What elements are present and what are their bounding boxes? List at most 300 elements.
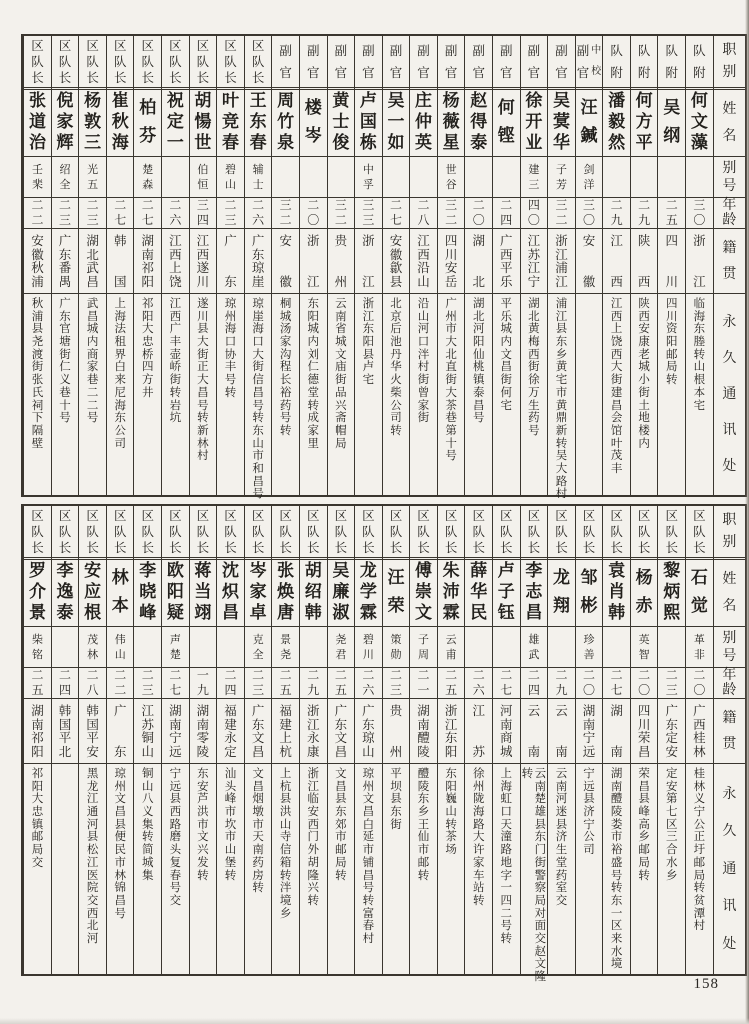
cell-age <box>355 198 382 229</box>
character: 临 <box>693 296 706 310</box>
vertical-text <box>300 229 327 293</box>
character: 三 <box>555 198 568 213</box>
character: 潭 <box>693 905 706 920</box>
character: 官 <box>334 64 348 80</box>
entry-column <box>189 506 217 974</box>
character: 平 <box>500 260 513 276</box>
character: 竹 <box>277 112 295 133</box>
cell-alias <box>521 157 548 198</box>
character: 万 <box>528 384 540 399</box>
character: 区 <box>86 37 99 53</box>
character: 江 <box>693 273 706 289</box>
cell-name <box>245 90 272 157</box>
character: 倪 <box>56 91 74 112</box>
character: 壶 <box>169 346 182 361</box>
character: 昌 <box>335 778 347 793</box>
cell-title <box>190 36 217 90</box>
character: 区 <box>141 37 155 53</box>
character: 徽 <box>582 273 596 289</box>
vertical-text <box>328 198 355 228</box>
character: 卓 <box>249 603 267 624</box>
character: 和 <box>252 460 264 475</box>
character: 武 <box>86 296 99 310</box>
character: 南 <box>610 778 623 793</box>
character: 竞 <box>222 112 239 133</box>
address-line <box>389 297 402 437</box>
cell-name <box>603 90 630 157</box>
character: 街 <box>335 372 347 387</box>
character: 官 <box>279 64 292 80</box>
character: 队 <box>610 43 623 59</box>
character: 市 <box>335 829 347 844</box>
character: 队 <box>582 523 596 539</box>
character: 昌 <box>362 867 375 882</box>
character: 醴 <box>610 791 623 806</box>
vertical-text <box>576 198 603 228</box>
vertical-text <box>328 627 355 667</box>
character: 阳 <box>445 778 457 793</box>
character: 义 <box>59 372 71 387</box>
character: 籍 <box>722 709 737 726</box>
character: 街 <box>197 346 209 361</box>
character: 广 <box>169 321 182 336</box>
character: 正 <box>197 359 209 374</box>
character: 湖 <box>472 233 485 248</box>
character: 龄 <box>722 682 737 699</box>
character: 区 <box>334 507 348 523</box>
character: 市 <box>224 829 237 844</box>
character: 东 <box>59 308 71 323</box>
cell-address <box>438 764 465 974</box>
vertical-text <box>686 229 713 293</box>
character: 鍼 <box>580 126 598 147</box>
cell-name <box>686 560 713 627</box>
character: 杨 <box>442 91 460 112</box>
address-line <box>224 297 237 399</box>
character: 山 <box>224 842 237 857</box>
character: 二 <box>500 905 513 920</box>
character: 觉 <box>690 596 708 617</box>
cell-address <box>383 764 410 974</box>
character: 二 <box>362 668 375 683</box>
address-line <box>334 767 347 881</box>
character: 兴 <box>307 880 319 895</box>
character: 区 <box>637 507 651 523</box>
cell-age <box>576 668 603 699</box>
character: 隆 <box>307 867 319 882</box>
vertical-text <box>410 668 437 698</box>
character: 市 <box>362 842 375 857</box>
character: 四 <box>196 213 209 227</box>
character: 藻 <box>690 133 708 154</box>
cell-name <box>52 90 79 157</box>
character: 七 <box>666 804 678 819</box>
address-line <box>114 767 127 919</box>
character: 转 <box>224 384 237 399</box>
cell-native-place <box>162 229 189 294</box>
character: 陕 <box>638 296 650 310</box>
vertical-text <box>272 699 299 763</box>
cell-alias <box>52 157 79 198</box>
character: 得 <box>470 112 488 133</box>
address-line <box>665 767 678 881</box>
character: 君 <box>335 647 347 661</box>
character: 大 <box>555 460 568 475</box>
character: 昌 <box>86 273 99 289</box>
character: 队 <box>610 523 623 539</box>
character: 苏 <box>141 716 155 732</box>
character: 区 <box>389 507 403 523</box>
character: 上 <box>279 730 292 746</box>
character: 孚 <box>362 177 374 191</box>
cell-title <box>355 506 382 560</box>
character: 二 <box>693 668 706 683</box>
character: 山 <box>445 804 457 819</box>
cell-name <box>548 560 575 627</box>
character: 西 <box>610 273 623 289</box>
vertical-text <box>576 699 603 763</box>
cell-address <box>217 294 244 495</box>
vertical-text <box>134 90 161 156</box>
character: 口 <box>224 334 237 349</box>
cell-age <box>134 198 161 229</box>
character: 临 <box>307 791 319 806</box>
character: 伯 <box>197 162 209 176</box>
character: 平 <box>390 766 402 780</box>
cell-title <box>438 506 465 560</box>
character: 三 <box>583 198 596 213</box>
character: 文 <box>197 829 209 844</box>
character: 善 <box>583 647 595 661</box>
character: 泉 <box>277 133 295 154</box>
character: 巷 <box>86 372 99 387</box>
entry-column <box>547 506 575 974</box>
cell-native-place <box>24 699 51 764</box>
character: 江 <box>362 273 375 289</box>
character: 长 <box>141 539 155 555</box>
character: 州 <box>114 778 126 793</box>
character: 湖 <box>169 703 182 718</box>
cell-alias <box>686 627 713 668</box>
character: 愓 <box>194 112 212 133</box>
character: 火 <box>390 372 402 387</box>
cell-native-place <box>52 229 79 294</box>
character: 租 <box>114 334 126 349</box>
cell-title <box>79 36 106 90</box>
entry-column <box>106 506 134 974</box>
cell-name <box>134 560 161 627</box>
character: 第 <box>445 422 457 437</box>
character: 黎 <box>663 561 681 582</box>
vertical-text <box>79 36 106 87</box>
address-line <box>196 767 209 881</box>
character: 安 <box>665 743 679 759</box>
character: 县 <box>583 791 595 806</box>
character: 二 <box>224 198 237 213</box>
character: 四 <box>142 359 154 374</box>
address-text <box>52 294 79 495</box>
character: 二 <box>279 213 292 227</box>
address-line <box>31 767 44 869</box>
character: 市 <box>555 384 568 399</box>
character: 区 <box>472 507 485 523</box>
character: 大 <box>610 359 623 374</box>
cell-address <box>410 764 437 974</box>
cell-name <box>300 90 327 157</box>
character: 〇 <box>693 213 706 227</box>
character: 商 <box>86 346 99 361</box>
character: 应 <box>84 582 102 603</box>
entry-column <box>575 506 603 974</box>
character: 姓 <box>722 571 737 588</box>
character: 如 <box>387 133 405 154</box>
character: 湖 <box>196 703 210 718</box>
character: 潘 <box>608 91 626 112</box>
character: 堂 <box>555 854 568 869</box>
cell-title <box>631 36 658 90</box>
character: 春 <box>249 133 267 154</box>
character: 西 <box>693 716 706 732</box>
vertical-text <box>162 229 189 293</box>
cell-alias <box>631 627 658 668</box>
character: 醴 <box>417 730 430 746</box>
character: 昌 <box>637 743 651 759</box>
vertical-text <box>410 198 437 228</box>
vertical-text <box>410 90 437 156</box>
character: 名 <box>722 598 737 615</box>
cell-address <box>355 294 382 495</box>
character: 附 <box>610 64 623 80</box>
character: 林 <box>693 743 706 759</box>
cell-title <box>134 506 161 560</box>
address-text <box>272 764 299 974</box>
vertical-text <box>714 229 745 293</box>
character: 武 <box>528 647 540 661</box>
entry-column <box>299 36 327 495</box>
lower-roster-table <box>21 504 747 983</box>
character: 区 <box>169 37 182 53</box>
character: 林 <box>114 867 126 882</box>
character: 六 <box>472 683 485 697</box>
row-header-name <box>714 90 745 157</box>
character: 乡 <box>555 346 568 361</box>
character: 转 <box>472 892 485 907</box>
vertical-text <box>217 36 244 87</box>
character: 广 <box>224 233 237 248</box>
character: 二 <box>555 213 568 227</box>
character: 西 <box>307 816 319 831</box>
cell-address <box>658 764 685 974</box>
vertical-text <box>52 198 79 228</box>
character: 泰 <box>56 603 74 624</box>
vertical-text <box>603 668 630 698</box>
character: 贫 <box>693 892 706 907</box>
character: 官 <box>362 64 375 80</box>
character: 义 <box>693 791 706 806</box>
character: 伟 <box>114 632 126 646</box>
character: 县 <box>169 791 182 806</box>
cell-native-place <box>272 699 299 764</box>
cell-name <box>548 90 575 157</box>
cell-age <box>383 198 410 229</box>
address-text <box>383 294 410 495</box>
vertical-text <box>438 36 465 87</box>
vertical-text <box>245 157 272 197</box>
cell-title <box>438 36 465 90</box>
character: 福 <box>224 703 237 718</box>
character: 七 <box>169 683 182 697</box>
character: 二 <box>169 668 182 683</box>
character: 〇 <box>583 683 596 697</box>
character: 刘 <box>307 346 319 361</box>
character: 药 <box>528 410 540 425</box>
address-text <box>493 764 520 974</box>
vertical-text <box>714 699 745 763</box>
vertical-text <box>162 506 189 557</box>
vertical-text <box>631 198 658 228</box>
cell-address <box>603 764 630 974</box>
character: 十 <box>59 397 71 412</box>
character: 江 <box>196 233 210 248</box>
character: 三 <box>86 213 99 227</box>
character: 黄 <box>332 91 350 112</box>
cell-native-place <box>686 699 713 764</box>
character: 号 <box>528 422 540 437</box>
address-text <box>328 764 355 974</box>
character: 新 <box>197 422 209 437</box>
character: 井 <box>142 384 154 399</box>
character: 士 <box>252 177 264 191</box>
vertical-text <box>328 90 355 156</box>
character: 司 <box>390 410 402 425</box>
character: 敦 <box>84 112 102 133</box>
vertical-text <box>300 36 327 87</box>
vertical-text <box>438 668 465 698</box>
character: 附 <box>693 64 706 80</box>
character: 西 <box>169 246 182 262</box>
vertical-text <box>493 506 520 557</box>
character: 吴 <box>387 91 405 112</box>
character: 地 <box>500 854 513 869</box>
vertical-text <box>24 157 51 197</box>
vertical-text <box>521 560 548 626</box>
vertical-text <box>465 560 492 626</box>
address-text <box>162 294 189 495</box>
character: 集 <box>142 816 154 831</box>
character: 祝 <box>166 91 184 112</box>
character: 处 <box>722 458 737 474</box>
character: 二 <box>169 198 182 213</box>
character: 安 <box>86 743 99 759</box>
character: 西 <box>169 804 182 819</box>
vertical-text <box>383 560 410 626</box>
character: 墩 <box>252 804 264 819</box>
character: 曾 <box>417 384 430 399</box>
cell-title <box>521 506 548 560</box>
character: 昌 <box>86 308 99 323</box>
character: 号 <box>362 880 375 895</box>
character: 二 <box>389 198 402 213</box>
vertical-text <box>134 229 161 293</box>
character: 定 <box>224 743 237 759</box>
vertical-text <box>272 627 299 667</box>
character: 东 <box>252 422 264 437</box>
character: 河 <box>472 321 485 336</box>
cell-title <box>603 506 630 560</box>
character: 五 <box>334 683 347 697</box>
character: 东 <box>224 273 237 289</box>
character: 祁 <box>142 296 154 310</box>
cell-name <box>686 90 713 157</box>
vertical-text <box>438 699 465 763</box>
cell-address <box>162 294 189 495</box>
character: 三 <box>279 198 292 213</box>
character: 铺 <box>362 854 375 869</box>
address-line <box>583 767 596 856</box>
vertical-text <box>355 198 382 228</box>
character: 二 <box>334 213 347 227</box>
character: 乡 <box>417 804 430 819</box>
character: 长 <box>389 539 403 555</box>
character: 秋 <box>111 112 129 133</box>
character: 根 <box>84 603 102 624</box>
character: 附 <box>665 64 679 80</box>
entry-column <box>630 36 658 495</box>
character: 长 <box>224 69 237 85</box>
vertical-text <box>107 627 134 667</box>
character: 徐 <box>528 372 540 387</box>
character: 汤 <box>279 321 292 336</box>
cell-address <box>686 764 713 974</box>
cell-title <box>107 506 134 560</box>
character: 车 <box>472 867 485 882</box>
vertical-text <box>355 90 382 156</box>
character: 石 <box>690 568 708 589</box>
address-text <box>79 294 106 495</box>
character: 桐 <box>279 296 292 310</box>
character: 副 <box>444 43 458 59</box>
character: 直 <box>445 359 457 374</box>
character: 文 <box>362 791 375 806</box>
character: 转 <box>693 880 706 895</box>
character: 卢 <box>362 359 375 374</box>
character: 芳 <box>555 177 567 191</box>
entry-column <box>547 36 575 501</box>
vertical-text <box>714 36 745 87</box>
character: 江 <box>444 716 458 732</box>
character: 二 <box>417 668 430 683</box>
character: 县 <box>638 791 650 806</box>
cell-alias <box>493 627 520 668</box>
character: 醴 <box>417 766 430 780</box>
character: 安 <box>638 321 650 336</box>
character: 兴 <box>335 397 347 412</box>
character: 长 <box>279 539 292 555</box>
character: 坑 <box>169 410 182 425</box>
vertical-text <box>714 668 745 698</box>
character: 江 <box>472 703 485 718</box>
character: 祁 <box>141 260 155 276</box>
address-line <box>196 297 209 462</box>
character: 西 <box>610 308 623 323</box>
character: 路 <box>500 842 513 857</box>
character: 云 <box>335 296 347 310</box>
character: 洪 <box>279 804 292 819</box>
cell-title <box>410 36 437 90</box>
character: 号 <box>169 880 182 895</box>
character: 通 <box>722 860 737 877</box>
vertical-text <box>465 36 492 87</box>
